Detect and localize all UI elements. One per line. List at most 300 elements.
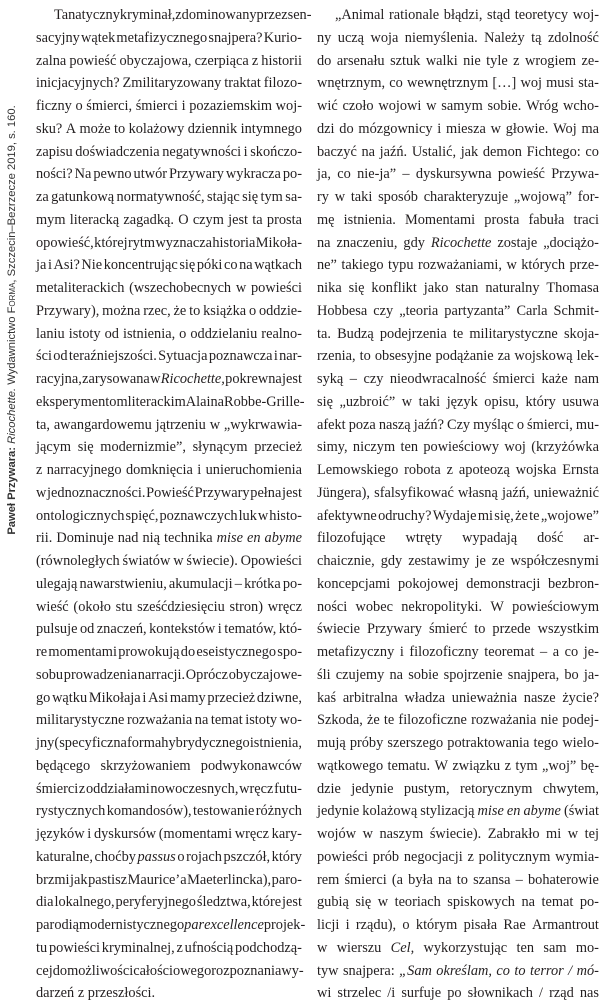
- word: literacką: [69, 211, 120, 228]
- text-line: [36, 436, 302, 459]
- word: wewnętrznym: [406, 75, 489, 92]
- text-line: [36, 709, 302, 732]
- word: które: [251, 894, 282, 911]
- word: się: [242, 189, 259, 205]
- word: negocjacji: [403, 848, 463, 865]
- word: ma: [581, 120, 599, 137]
- word: naturalny: [485, 280, 540, 296]
- word: nieodwracalność: [389, 371, 487, 387]
- word: –: [402, 166, 410, 183]
- word: rem: [317, 871, 340, 888]
- word: po-: [282, 575, 302, 592]
- word: i: [243, 143, 248, 160]
- text-line: [317, 345, 599, 368]
- word: musi: [546, 75, 575, 92]
- text-line: [317, 27, 599, 50]
- word: afektywne: [317, 507, 377, 524]
- word: możliwości: [67, 962, 134, 979]
- word: racyjna,: [36, 371, 82, 387]
- word: to: [456, 871, 468, 888]
- word: podążanie: [435, 348, 494, 365]
- word: co: [564, 644, 579, 660]
- word: stając: [207, 189, 240, 205]
- word: Mikołaja: [88, 689, 141, 706]
- word: nika: [317, 280, 342, 296]
- word: wojowi: [378, 98, 422, 114]
- text-line: [36, 505, 302, 528]
- word: władza: [404, 689, 446, 706]
- word: Na: [74, 166, 92, 183]
- word: fabuła: [528, 211, 565, 228]
- word: sobie: [408, 666, 439, 683]
- word: Wydaje: [432, 507, 477, 524]
- word: że: [366, 712, 380, 729]
- word: domknięcia: [125, 462, 193, 478]
- word: języków: [36, 826, 85, 842]
- word: mi: [546, 826, 562, 842]
- word: modernistycznego: [79, 917, 185, 933]
- word: wojskową: [514, 348, 573, 365]
- word: z: [36, 462, 43, 478]
- word: nasze: [523, 689, 556, 706]
- word: ta,: [36, 416, 50, 433]
- word: „dociążo-: [543, 234, 599, 251]
- word: jest: [228, 211, 249, 228]
- word: z: [78, 780, 86, 797]
- word: ficzny: [36, 98, 72, 114]
- word: O: [178, 211, 189, 228]
- text-line: [36, 778, 302, 801]
- word: oddzielaniu: [190, 325, 258, 342]
- word: spiskowych: [447, 894, 515, 911]
- text-line: [317, 800, 599, 823]
- word: bo: [564, 666, 579, 683]
- word: wręcz: [267, 598, 302, 615]
- word: konflikt: [371, 280, 417, 296]
- word: ja: [36, 257, 47, 274]
- word: w: [377, 894, 389, 911]
- text-line: [36, 869, 302, 892]
- word: traci: [573, 211, 599, 228]
- text-line: [317, 254, 599, 277]
- word: co: [223, 257, 238, 274]
- word: w: [490, 120, 501, 137]
- note-title: Ricochette.: [6, 387, 18, 444]
- word: można: [102, 302, 141, 319]
- word: rystycznych: [36, 803, 106, 820]
- bibliographic-note: [3, 90, 21, 550]
- word: dziwne,: [256, 689, 302, 706]
- word: wrogiem: [525, 52, 576, 69]
- word: arbitralna: [342, 689, 398, 706]
- word: strzelec: [337, 985, 382, 1002]
- word: katuralne,: [36, 848, 93, 865]
- word: rationale: [389, 7, 440, 23]
- word: na: [239, 257, 253, 274]
- word: pokojowej: [397, 575, 459, 592]
- word: luk: [238, 507, 257, 524]
- word: jednoznaczności.: [47, 484, 146, 501]
- word: Fichtego:: [526, 143, 581, 160]
- word: Szkoda,: [317, 712, 363, 729]
- word: świecie: [317, 621, 361, 638]
- word: sfalsyfikować: [374, 484, 454, 501]
- word: istnienia.: [343, 211, 396, 228]
- word: takiego: [341, 257, 384, 274]
- word: na: [194, 712, 209, 729]
- word: –: [540, 644, 548, 660]
- word: czy: [373, 302, 394, 319]
- word: zostaje: [497, 234, 538, 251]
- word: świecie).: [186, 553, 238, 569]
- word: ny: [317, 29, 332, 46]
- word: pulsuje: [36, 621, 78, 638]
- word: wieść: [36, 598, 69, 615]
- word: „wojowe”: [540, 507, 599, 524]
- word: od: [53, 348, 68, 365]
- word: utwór: [133, 166, 168, 183]
- word: do: [180, 644, 196, 660]
- word: będącego: [36, 757, 91, 774]
- word: jak: [460, 143, 479, 160]
- word: projek-: [263, 917, 306, 933]
- word: (krzyżówka: [531, 439, 599, 456]
- word: demonstracji: [466, 575, 541, 592]
- word: rzec,: [143, 302, 171, 319]
- text-line: [36, 27, 302, 50]
- word: technika: [164, 530, 213, 547]
- word: czujemy: [335, 666, 385, 683]
- word: którym: [415, 917, 458, 933]
- text-line: [36, 482, 302, 505]
- word: sobu: [36, 666, 64, 683]
- word: dzi: [317, 120, 335, 137]
- word: się: [179, 257, 196, 274]
- word: całościowego: [133, 962, 212, 979]
- word: do: [339, 120, 354, 137]
- word: miesza: [446, 120, 486, 137]
- word: wręcz: [234, 826, 269, 842]
- word: a: [552, 644, 560, 660]
- text-line: [317, 664, 599, 687]
- word: metafizycznego: [116, 29, 208, 46]
- word: „Sam: [399, 962, 432, 979]
- text-line: [317, 186, 599, 209]
- text-line: [36, 641, 302, 664]
- word: koncepcjami: [317, 575, 391, 592]
- word: sta-: [578, 75, 599, 92]
- text-line: [36, 687, 302, 710]
- text-line: [317, 527, 599, 550]
- word: o: [177, 848, 185, 865]
- word: się,: [494, 507, 514, 524]
- word: krótka: [244, 575, 281, 592]
- word: mi: [477, 507, 493, 524]
- word: Maeterlincka),: [187, 871, 272, 888]
- text-line: [317, 641, 599, 664]
- word: chaicznie,: [317, 553, 375, 569]
- word: ar-: [583, 530, 599, 547]
- text-line: [317, 391, 599, 414]
- text-line: [317, 846, 599, 869]
- word: stu: [115, 598, 133, 615]
- word: poza: [348, 416, 376, 433]
- word: Nie: [81, 257, 103, 274]
- word: teoretycy: [514, 7, 569, 23]
- word: ontologicznych: [36, 507, 125, 524]
- word: zapisu: [36, 143, 73, 160]
- word: próby: [349, 735, 384, 751]
- text-line: [36, 891, 302, 914]
- word: wypadają: [462, 530, 518, 547]
- text-line: [36, 459, 302, 482]
- word: (specyficzna: [54, 735, 127, 751]
- word: istoty: [245, 712, 278, 729]
- word: mise: [477, 803, 504, 820]
- word: chwytem,: [542, 780, 599, 797]
- word: opowieść,: [36, 234, 94, 251]
- word: i: [181, 98, 186, 114]
- note-publisher-pre: Wydawnictwo: [6, 316, 18, 385]
- word: o: [402, 917, 410, 933]
- text-line: [317, 982, 599, 1005]
- word: Przywary: [367, 621, 422, 638]
- text-column-left: [36, 4, 312, 1005]
- word: literackim: [127, 393, 186, 410]
- word: sztuk: [390, 52, 421, 69]
- word: Ernsta: [562, 462, 599, 478]
- word: futu-: [274, 780, 302, 797]
- text-line: [36, 141, 302, 164]
- word: mym: [36, 211, 66, 228]
- word: Ricochette: [430, 234, 492, 251]
- text-line: [36, 300, 302, 323]
- word: powieść: [69, 52, 117, 69]
- word: nie: [540, 712, 559, 729]
- word: mę: [317, 211, 335, 228]
- word: obsesyjne: [374, 348, 432, 365]
- word: o: [75, 98, 83, 114]
- word: stylizacją: [420, 803, 475, 820]
- word: peryferyjnego: [115, 894, 196, 911]
- word: filozoficzne: [398, 712, 467, 729]
- word: Powieść: [146, 484, 194, 501]
- word: Thomasa: [546, 280, 599, 296]
- text-line: [36, 755, 302, 778]
- word: W: [490, 598, 504, 615]
- word: woj: [504, 439, 526, 456]
- text-line: [36, 4, 312, 27]
- word: od: [104, 325, 119, 342]
- word: teoriach: [394, 894, 441, 911]
- word: bę-: [580, 757, 599, 774]
- text-line: [36, 254, 302, 277]
- word: różnych: [255, 803, 302, 820]
- word: których: [521, 257, 566, 274]
- word: z: [77, 985, 85, 1002]
- word: partyzanta”: [444, 302, 511, 319]
- word: nie-ja”: [357, 166, 397, 183]
- text-line: [317, 618, 599, 641]
- word: jako: [423, 280, 449, 296]
- text-line: [36, 72, 302, 95]
- text-column-right: [317, 4, 599, 1005]
- word: sobie.: [487, 98, 522, 114]
- word: wojska: [515, 462, 557, 478]
- word: jest: [282, 484, 302, 501]
- word: gdy: [380, 553, 403, 569]
- word: (około: [73, 598, 111, 615]
- word: re: [36, 644, 48, 660]
- text-line: [36, 209, 302, 232]
- word: woj: [520, 75, 542, 92]
- word: gatunkową: [51, 189, 115, 205]
- word: (świat: [563, 803, 599, 820]
- word: Kurio-: [263, 29, 302, 46]
- word: to: [474, 621, 486, 638]
- word: wić: [317, 98, 338, 114]
- word: tą: [531, 29, 542, 46]
- text-line: [36, 345, 302, 368]
- word: te: [383, 712, 395, 729]
- text-line: [36, 414, 302, 437]
- word: tej: [584, 826, 599, 842]
- word: który: [271, 848, 302, 865]
- word: sa-: [285, 189, 302, 205]
- word: Przywa-: [551, 166, 599, 183]
- word: z: [176, 939, 183, 956]
- word: koncentrując: [103, 257, 178, 274]
- word: istnienia,: [122, 325, 176, 342]
- word: Sytuacja: [158, 348, 208, 365]
- word: excellence: [204, 917, 264, 933]
- word: dyskursów: [93, 826, 157, 842]
- word: komandosów),: [106, 803, 192, 820]
- word: Maurice’a: [127, 871, 187, 888]
- word: tym: [260, 189, 283, 205]
- word: któ-: [278, 621, 302, 638]
- word: wręcz: [239, 780, 274, 797]
- word: za: [36, 189, 49, 205]
- note-place-date: Szczecin–Bezrzecze 2019, s. 160.: [6, 105, 18, 277]
- word: sku?: [36, 120, 63, 137]
- word: Robbe-Grille-: [224, 393, 305, 410]
- word: lokalnego,: [54, 894, 115, 911]
- word: poznawcza: [208, 348, 273, 365]
- text-line: [36, 391, 305, 414]
- word: Lemowskiego: [317, 462, 399, 478]
- word: wierszu: [336, 939, 382, 956]
- word: co: [585, 143, 599, 160]
- word: po-: [282, 166, 302, 183]
- word: w: [150, 371, 161, 387]
- text-line: [36, 550, 302, 573]
- word: sacyjny: [36, 29, 80, 46]
- word: wcho-: [563, 98, 599, 114]
- word: ten: [400, 439, 419, 456]
- word: o: [179, 325, 187, 342]
- word: w: [235, 280, 247, 296]
- word: tym: [515, 757, 538, 774]
- word: za: [497, 348, 511, 365]
- word: kaś: [317, 689, 337, 706]
- word: i: [47, 257, 52, 274]
- word: Armantrout: [532, 917, 599, 933]
- text-line: [317, 960, 599, 983]
- word: której: [94, 234, 128, 251]
- text-line: [317, 118, 599, 141]
- word: Woj: [553, 120, 577, 137]
- word: jedynie: [317, 803, 360, 820]
- word: laniu: [36, 325, 65, 342]
- text-line: [317, 823, 599, 846]
- word: i: [399, 644, 404, 660]
- word: się: [317, 393, 333, 410]
- word: Czy: [447, 416, 471, 433]
- word: Cel,: [390, 939, 415, 956]
- word: Oprócz: [185, 666, 229, 683]
- word: wymia-: [555, 848, 599, 865]
- word: Ustalić,: [411, 143, 457, 160]
- word: snajpera?: [208, 29, 263, 46]
- word: błądzi,: [443, 7, 483, 23]
- word: ta.: [317, 325, 331, 342]
- text-line: [317, 436, 599, 459]
- word: typu: [388, 257, 414, 274]
- word: militarystyczne: [469, 325, 558, 342]
- word: (momentami: [158, 826, 233, 842]
- word: i: [87, 826, 92, 842]
- word: taki: [418, 393, 441, 410]
- word: głowie.: [505, 120, 549, 137]
- word: taki: [350, 189, 373, 205]
- word: afekt: [317, 416, 346, 433]
- text-line: [36, 732, 302, 755]
- text-line: [36, 937, 302, 960]
- word: wyznacza: [155, 234, 212, 251]
- text-line: [317, 732, 599, 755]
- word: opisu,: [484, 393, 519, 410]
- word: pokrewna: [225, 371, 282, 387]
- word: filozoficzny: [409, 644, 479, 660]
- word: zagadką.: [123, 211, 174, 228]
- word: syką: [317, 371, 344, 387]
- text-line: [36, 573, 302, 596]
- word: darzeń: [36, 985, 75, 1002]
- word: ności: [317, 598, 348, 615]
- word: poznawczych: [159, 507, 238, 524]
- word: unieważnia: [451, 689, 518, 706]
- word: licji: [317, 917, 340, 933]
- word: Przywary),: [36, 302, 100, 319]
- text-line: [317, 4, 599, 27]
- word: snajpera,: [507, 666, 560, 683]
- text-line: [36, 95, 302, 118]
- word: je-: [583, 644, 599, 660]
- word: histo-: [269, 507, 302, 524]
- word: naszym: [379, 826, 424, 842]
- text-line: [36, 232, 302, 255]
- word: wi: [317, 985, 332, 1002]
- text-line: [317, 755, 599, 778]
- word: ne”: [317, 257, 337, 274]
- word: Momentami: [405, 211, 476, 228]
- word: sześćdziesięciu: [137, 598, 225, 615]
- word: filozofujące: [317, 530, 386, 547]
- text-line: [36, 368, 302, 391]
- word: prowadzenia: [63, 666, 138, 683]
- word: eksperymentom: [36, 393, 128, 410]
